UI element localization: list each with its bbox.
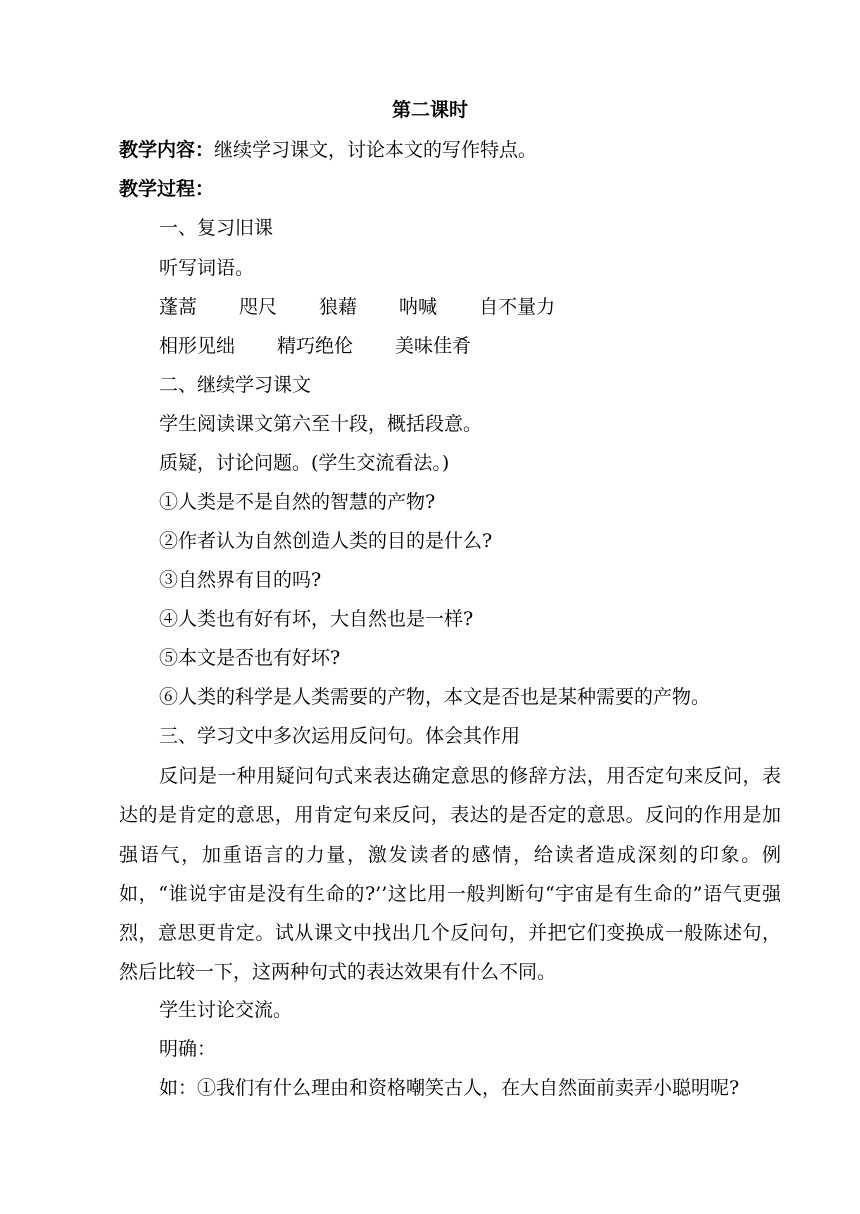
dictation-instruction: 听写词语。: [159, 257, 255, 279]
question-item: ①人类是不是自然的智慧的产物?: [159, 491, 436, 513]
vocab-word: 蓬蒿: [159, 296, 198, 318]
teaching-content-text: 继续学习课文，讨论本文的写作特点。: [214, 139, 538, 161]
section-rhetorical-heading: 三、学习文中多次运用反问句。体会其作用: [159, 725, 521, 747]
question-item: ③自然界有目的吗?: [159, 569, 322, 591]
question-item: ⑤本文是否也有好坏?: [159, 647, 341, 669]
question-item: ②作者认为自然创造人类的目的是什么?: [159, 530, 493, 552]
vocab-row-1: [159, 293, 597, 321]
page-title: 第二课时: [391, 99, 468, 121]
section-review-heading: 一、复习旧课: [159, 217, 274, 239]
vocab-word: 咫尺: [239, 296, 278, 318]
teaching-content-label: 教学内容：: [119, 139, 215, 161]
vocab-word: 美味佳肴: [395, 335, 472, 357]
discussion-line: 学生讨论交流。: [159, 999, 293, 1021]
example-line: 如：①我们有什么理由和资格嘲笑古人，在大自然面前卖弄小聪明呢?: [159, 1077, 740, 1099]
clarify-label: 明确：: [159, 1038, 217, 1060]
question-intro: 质疑，讨论问题。(学生交流看法。): [159, 452, 450, 474]
teaching-content-line: [119, 136, 537, 164]
rhetorical-question-paragraph: 反问是一种用疑问句式来表达确定意思的修辞方法，用否定句来反问，表达的是肯定的意思，用肯定句来反问，表达的是否定的意思。反问的作用是加强语气，加重语言的力量，激发读者的感情，给读者造成深刻的印象。例如，“谁说宇宙是没有生命的?’’这比用一般判断句“宇宙是有生命的”语气更强烈，意思更肯定。试从课文中找出几个反问句，并把它们变换成一般陈述句，然后比较一下，这两种句式的表达效果有什么不同。: [119, 765, 781, 984]
question-item: ④人类也有好有坏，大自然也是一样?: [159, 608, 474, 630]
vocab-word: 自不量力: [479, 296, 556, 318]
reading-task: 学生阅读课文第六至十段，概括段意。: [159, 413, 483, 435]
teaching-process-label: 教学过程：: [119, 178, 215, 200]
vocab-word: 呐喊: [399, 296, 438, 318]
vocab-word: 精巧绝伦: [277, 335, 354, 357]
vocab-word: 相形见绌: [159, 335, 236, 357]
vocab-row-2: [159, 332, 513, 360]
vocab-word: 狼藉: [319, 296, 358, 318]
section-continue-heading: 二、继续学习课文: [159, 374, 312, 396]
question-item: ⑥人类的科学是人类需要的产物，本文是否也是某种需要的产物。: [159, 686, 711, 708]
